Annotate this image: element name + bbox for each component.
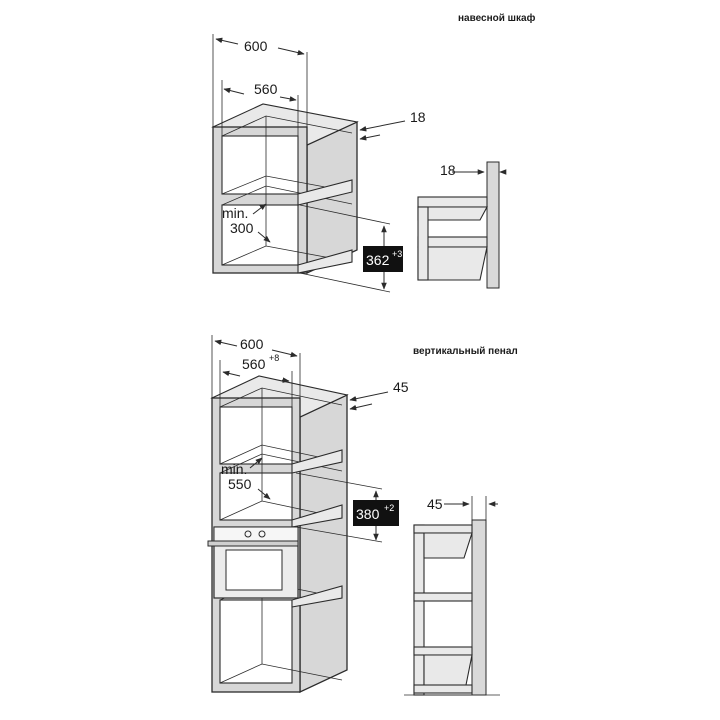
bottom-dim-inner-label: 560 (242, 356, 266, 372)
oven-window (226, 550, 282, 590)
bottom-dim-min-label: min. (221, 461, 248, 477)
bottom-dim-min-value: 550 (228, 476, 252, 492)
tall-cabinet-drawing (208, 376, 347, 692)
top-section-label: 18 (440, 162, 456, 178)
bottom-dim-height-label: 380 (356, 506, 380, 522)
oven-handle (208, 541, 298, 546)
top-dim-inner-label: 560 (254, 81, 278, 97)
top-section-view (418, 162, 505, 288)
wall-cabinet-drawing (213, 104, 357, 273)
top-dim-height-label: 362 (366, 252, 390, 268)
top-dim-min-value: 300 (230, 220, 254, 236)
bottom-caption: вертикальный пенал (413, 346, 518, 357)
top-dim-height-tol: +3 (392, 249, 403, 259)
bottom-dim-inner-tol: +8 (269, 353, 280, 363)
bottom-section-label: 45 (427, 496, 443, 512)
top-dim-side (360, 109, 426, 139)
bottom-dim-width-label: 600 (240, 336, 264, 352)
bottom-dim-side-label: 45 (393, 379, 409, 395)
bottom-section-view (404, 496, 500, 695)
top-caption: навесной шкаф (458, 13, 536, 24)
top-dim-min-label: min. (222, 205, 249, 221)
top-dim-side-label: 18 (410, 109, 426, 125)
top-dim-width-label: 600 (244, 38, 268, 54)
bottom-dim-height-tol: +2 (384, 503, 395, 513)
bottom-dim-side (350, 379, 409, 409)
